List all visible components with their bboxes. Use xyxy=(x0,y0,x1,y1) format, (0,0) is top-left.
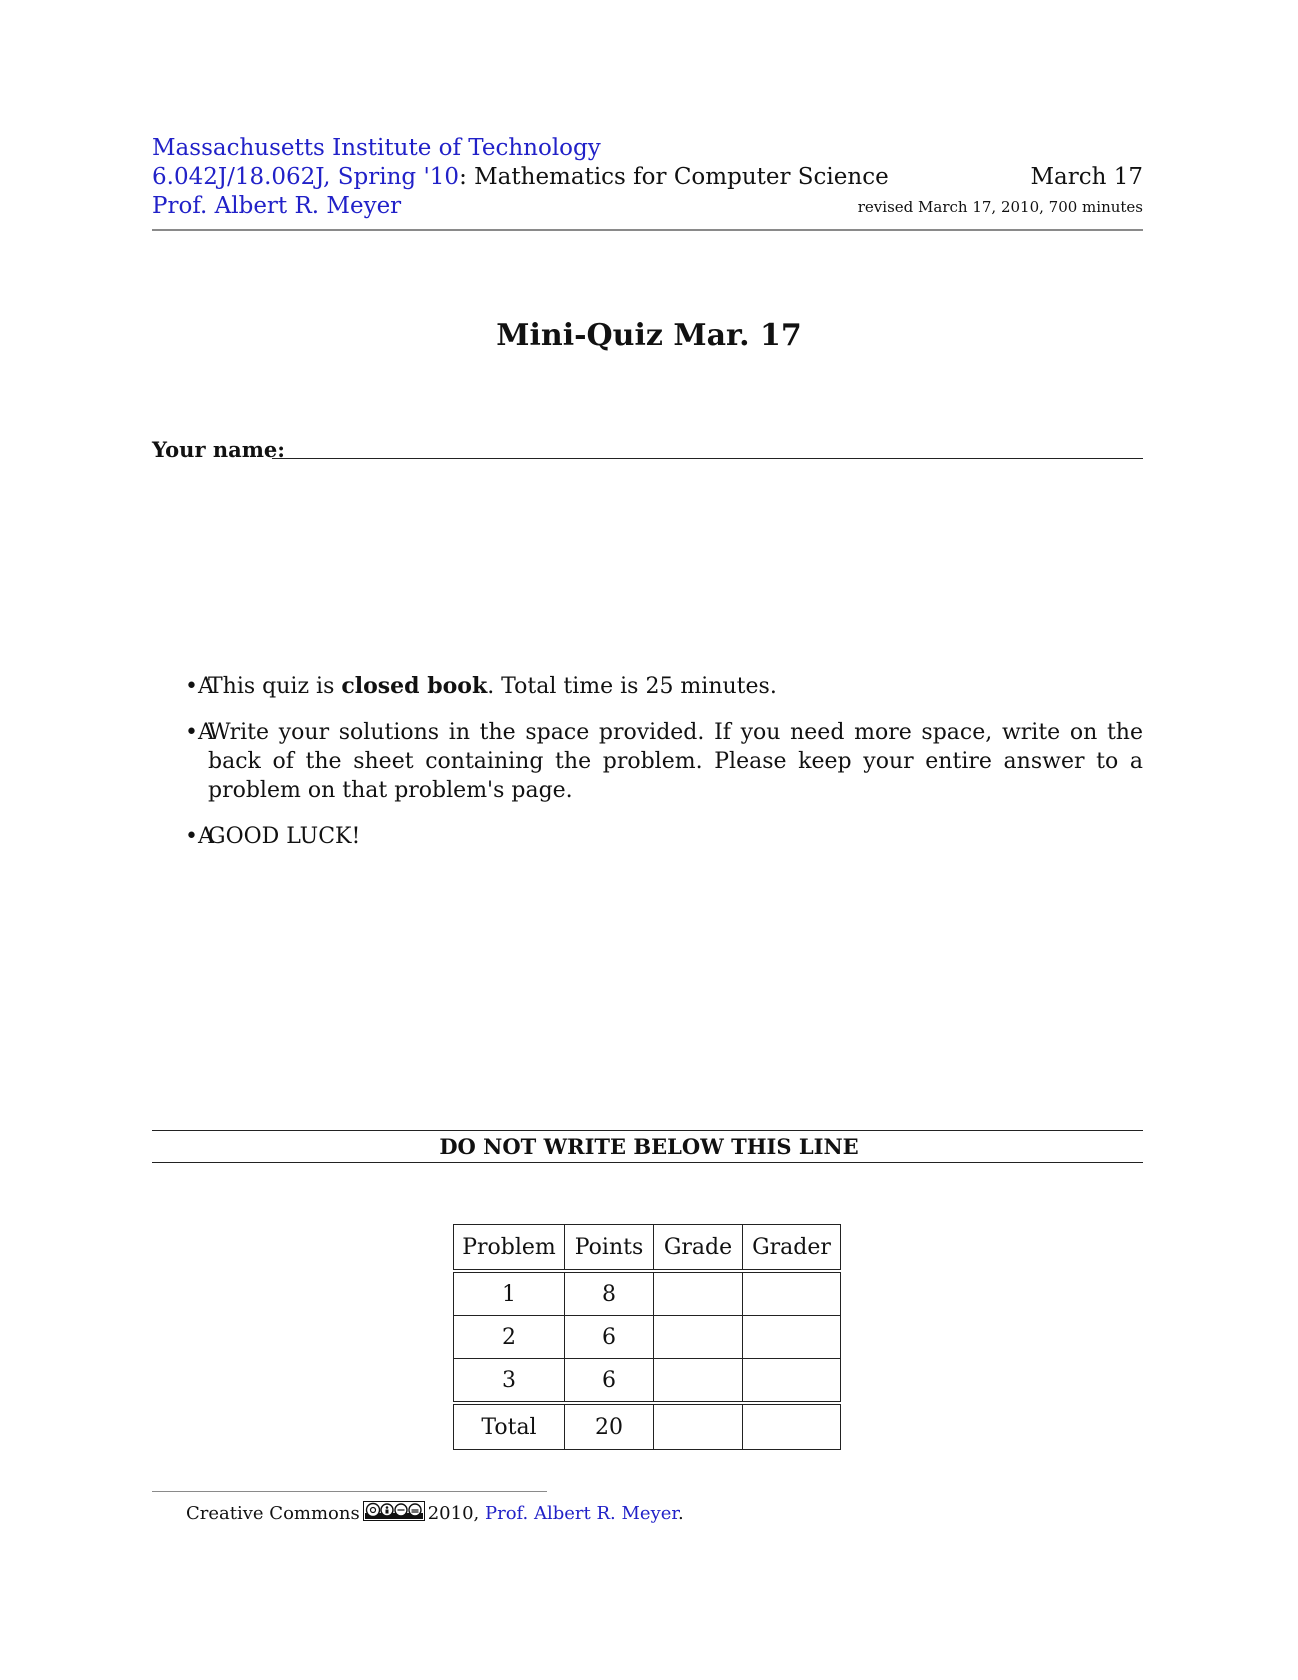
course-separator: : xyxy=(459,164,475,190)
problem-cell: 2 xyxy=(454,1316,565,1359)
instructions-list xyxy=(185,672,1143,868)
column-header-grader: Grader xyxy=(743,1225,841,1272)
total-grade-cell[interactable] xyxy=(654,1403,743,1450)
points-cell: 6 xyxy=(565,1316,654,1359)
points-cell: 6 xyxy=(565,1359,654,1404)
table-row xyxy=(454,1359,841,1404)
license-text: Creative Commons xyxy=(186,1503,360,1524)
grade-cell[interactable] xyxy=(654,1316,743,1359)
header-divider xyxy=(152,229,1143,231)
column-header-problem: Problem xyxy=(454,1225,565,1272)
grader-cell[interactable] xyxy=(743,1359,841,1404)
total-points-cell: 20 xyxy=(565,1403,654,1450)
points-cell: 8 xyxy=(565,1271,654,1316)
table-header-row xyxy=(454,1225,841,1272)
table-row xyxy=(454,1271,841,1316)
revision-note: revised March 17, 2010, 700 minutes xyxy=(857,198,1143,216)
creative-commons-badge-icon xyxy=(363,1501,425,1528)
grade-cell[interactable] xyxy=(654,1271,743,1316)
bullet-marker: •A xyxy=(185,720,214,745)
course-number: 6.042J/18.062J, Spring '10 xyxy=(152,164,460,190)
name-field-line[interactable] xyxy=(272,458,1143,459)
do-not-write-notice: DO NOT WRITE BELOW THIS LINE xyxy=(439,1134,859,1159)
footer-author-link[interactable]: Prof. Albert R. Meyer xyxy=(484,1503,679,1524)
institution-name: Massachusetts Institute of Technology xyxy=(152,135,601,161)
total-label-cell: Total xyxy=(454,1403,565,1450)
professor-name: Prof. Albert R. Meyer xyxy=(152,193,402,219)
grader-cell[interactable] xyxy=(743,1316,841,1359)
divider-bottom xyxy=(152,1162,1143,1163)
closed-book-emphasis: closed book xyxy=(341,673,488,699)
divider-top xyxy=(152,1130,1143,1131)
total-grader-cell[interactable] xyxy=(743,1403,841,1450)
problem-cell: 3 xyxy=(454,1359,565,1404)
course-title: Mathematics for Computer Science xyxy=(474,164,889,190)
course-line xyxy=(152,163,889,191)
grader-cell[interactable] xyxy=(743,1271,841,1316)
bullet-marker: •A xyxy=(185,674,214,699)
grade-cell[interactable] xyxy=(654,1359,743,1404)
table-row xyxy=(454,1316,841,1359)
problem-cell: 1 xyxy=(454,1271,565,1316)
license-year: 2010, xyxy=(427,1503,480,1524)
footer-license: Creative Commons 2010, Prof. Albert R. Meyer. xyxy=(186,1501,684,1528)
name-label: Your name: xyxy=(152,437,286,462)
total-row xyxy=(454,1403,841,1450)
bullet-marker: •A xyxy=(185,824,214,849)
instruction-item: •A GOOD LUCK! xyxy=(185,824,361,849)
quiz-date: March 17 xyxy=(1030,164,1143,190)
page-title: Mini-Quiz Mar. 17 xyxy=(496,318,802,353)
footnote-divider xyxy=(152,1491,547,1492)
instruction-item: •A This quiz is closed book. Total time is 25 minutes. xyxy=(185,673,777,699)
instruction-item: •A Write your solutions in the space provided. If you need more space, write on the back of the sheet containing the problem. Please keep your entire answer to a problem on that problem's page. xyxy=(185,720,1143,803)
column-header-grade: Grade xyxy=(654,1225,743,1272)
column-header-points: Points xyxy=(565,1225,654,1272)
grade-table xyxy=(453,1224,841,1450)
